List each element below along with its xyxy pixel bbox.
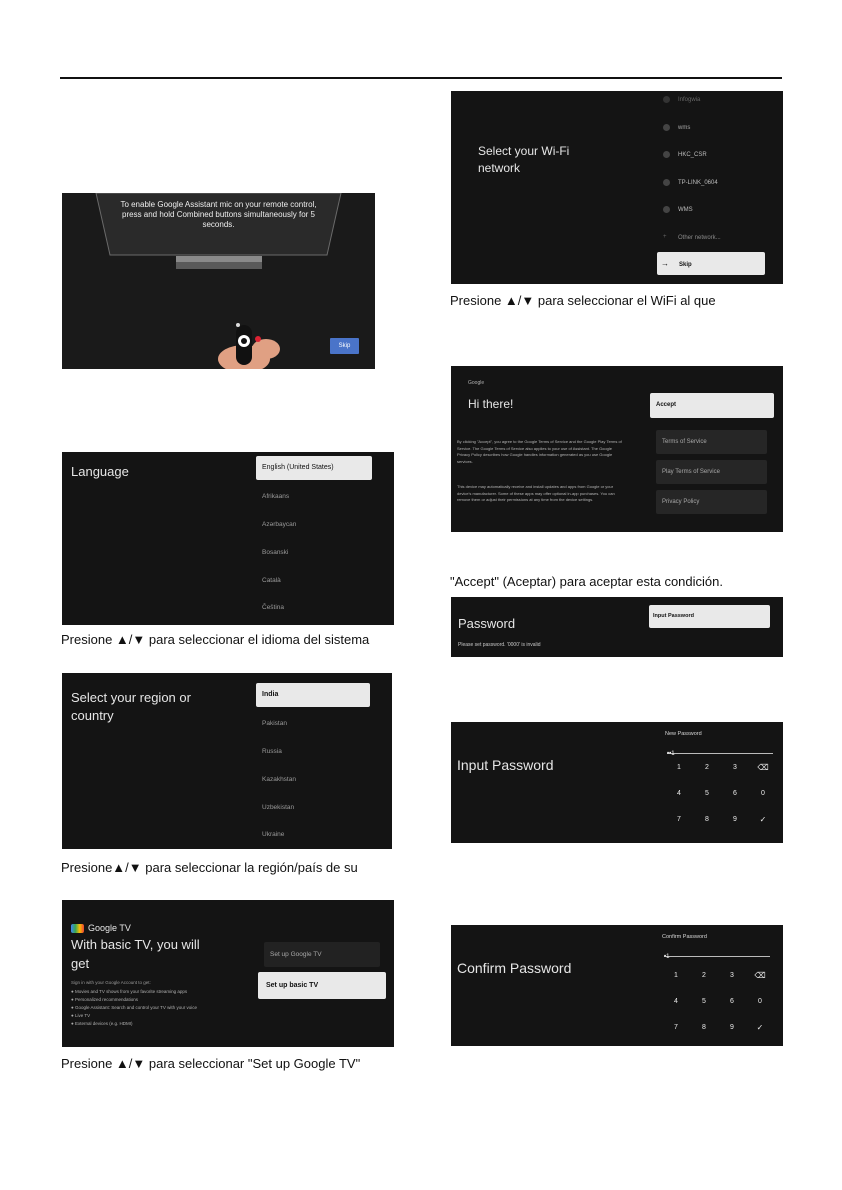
confirm-password-label: Confirm Password [662, 934, 707, 940]
backspace-key-icon[interactable]: ⌫ [757, 763, 769, 772]
language-screen [62, 452, 394, 625]
wifi-network-item[interactable]: WMS [663, 206, 693, 218]
googletv-bullet-list [71, 988, 197, 1028]
keypad-key[interactable]: 8 [705, 816, 709, 823]
password-screen [451, 597, 783, 657]
terms-of-service-option[interactable]: Terms of Service [656, 430, 767, 454]
wifi-caption: Presione ▲/▼ para seleccionar el WiFi al que [450, 293, 716, 308]
add-network-icon: + [663, 234, 667, 240]
keypad-key[interactable]: 2 [702, 972, 706, 979]
terms-screen [451, 366, 783, 532]
region-option[interactable]: India [256, 683, 370, 707]
keypad-key[interactable]: 6 [730, 998, 734, 1005]
remote-hand-graphic [214, 319, 294, 369]
play-terms-option[interactable]: Play Terms of Service [656, 460, 767, 484]
keypad-key[interactable]: 3 [733, 764, 737, 771]
new-password-value: ••1 [667, 751, 675, 757]
keypad-key[interactable]: 1 [677, 764, 681, 771]
keypad-key[interactable]: 8 [702, 1024, 706, 1031]
password-note: Please set password. '0000' is invalid [458, 642, 541, 648]
wifi-skip-button[interactable]: → Skip [657, 252, 765, 275]
keypad-key[interactable]: 7 [674, 1024, 678, 1031]
keypad-key[interactable]: 0 [758, 998, 762, 1005]
wifi-icon [663, 124, 670, 131]
accept-button[interactable]: Accept [650, 393, 774, 418]
confirm-password-screen [451, 925, 783, 1046]
wifi-network-item[interactable]: wms [663, 124, 690, 136]
confirm-check-icon[interactable]: ✓ [759, 815, 767, 824]
googletv-screen [62, 900, 394, 1047]
googletv-bullet: ● External devices (e.g. HDMI) [71, 1021, 133, 1026]
googletv-intro: Sign in with your Google Account to get: [71, 980, 151, 985]
terms-brand: Google [468, 380, 485, 386]
wifi-icon [663, 179, 670, 186]
setup-googletv-option[interactable]: Set up Google TV [264, 942, 380, 967]
arrow-right-icon: → [661, 259, 669, 268]
language-title: Language [71, 464, 129, 479]
keypad-key[interactable]: 5 [705, 790, 709, 797]
terms-paragraph: By clicking "Accept", you agree to the Google Terms of Service and the Google Play Terms of Service. The Google Terms of Service also applies to your use of Assistant. The Google Privacy Policy describes how Google handles information generated as you use Google services. [457, 439, 622, 464]
googletv-bullet: ● Movies and TV shows from your favorite streaming apps [71, 989, 188, 994]
terms-title: Hi there! [468, 397, 514, 411]
region-title-line1: Select your region or [71, 690, 191, 705]
keypad-key[interactable]: 7 [677, 816, 681, 823]
region-title-line2: country [71, 708, 114, 723]
keypad-key[interactable]: 5 [702, 998, 706, 1005]
region-option[interactable]: Uzbekistan [262, 804, 295, 811]
confirm-keypad [662, 972, 774, 1042]
language-option[interactable]: Català [262, 577, 281, 584]
keypad-key[interactable]: 4 [677, 790, 681, 797]
wifi-screen [451, 91, 783, 284]
terms-paragraph: This device may automatically receive and install updates and apps from Google or your device's manufacturer. Some of these apps may offer optional in-app purchases. You can remove them or adjust their permissions at any time from the device settings. [457, 484, 615, 502]
confirm-password-title: Confirm Password [457, 960, 572, 976]
language-caption: Presione ▲/▼ para seleccionar el idioma del sistema [61, 632, 370, 647]
region-screen [62, 673, 392, 849]
region-caption: Presione▲/▼ para seleccionar la región/país de su [61, 860, 358, 875]
googletv-title-line2: get [71, 956, 90, 971]
header-rule [60, 77, 782, 79]
wifi-network-item[interactable]: TP-LINK_0604 [663, 179, 718, 191]
googletv-caption: Presione ▲/▼ para seleccionar "Set up Google TV" [61, 1056, 361, 1071]
language-option[interactable]: Azərbaycan [262, 521, 297, 528]
language-option[interactable]: Bosanski [262, 549, 289, 556]
input-password-screen [451, 722, 783, 843]
google-tv-logo-icon [71, 924, 84, 933]
region-option[interactable]: Pakistan [262, 720, 287, 727]
keypad-key[interactable]: 9 [730, 1024, 734, 1031]
input-keypad [665, 764, 777, 834]
confirm-check-icon[interactable]: ✓ [756, 1023, 764, 1032]
keypad-key[interactable]: 3 [730, 972, 734, 979]
language-option[interactable]: Čeština [262, 604, 285, 611]
keypad-key[interactable]: 0 [761, 790, 765, 797]
keypad-key[interactable]: 4 [674, 998, 678, 1005]
language-option[interactable]: English (United States) [256, 456, 372, 480]
wifi-title-line2: network [478, 161, 521, 175]
confirm-password-field[interactable] [664, 945, 770, 960]
googletv-bullet: ● Google Assistant: Search and control your TV with your voice [71, 1005, 197, 1010]
new-password-field[interactable] [667, 742, 773, 757]
confirm-password-value: •1 [664, 954, 670, 960]
privacy-policy-option[interactable]: Privacy Policy [656, 490, 767, 514]
keypad-key[interactable]: 9 [733, 816, 737, 823]
keypad-key[interactable]: 6 [733, 790, 737, 797]
region-option[interactable]: Ukraine [262, 831, 285, 838]
wifi-icon [663, 206, 670, 213]
assistant-screen [62, 193, 375, 369]
region-option[interactable]: Kazakhstan [262, 776, 296, 783]
wifi-icon [663, 96, 670, 103]
assistant-message: To enable Google Assistant mic on your remote control, press and hold Combined buttons simultaneously for 5 seconds. [120, 200, 317, 229]
backspace-key-icon[interactable]: ⌫ [754, 971, 766, 980]
input-password-button[interactable]: Input Password [649, 605, 770, 628]
keypad-key[interactable]: 2 [705, 764, 709, 771]
setup-basictv-option[interactable]: Set up basic TV [258, 972, 386, 999]
terms-caption: "Accept" (Aceptar) para aceptar esta condición. [450, 574, 723, 589]
wifi-icon [663, 151, 670, 158]
googletv-bullet: ● Live TV [71, 1013, 91, 1018]
googletv-title-line1: With basic TV, you will [71, 937, 200, 952]
wifi-network-item[interactable]: HKC_CSR [663, 151, 707, 163]
keypad-key[interactable]: 1 [674, 972, 678, 979]
input-password-title: Input Password [457, 757, 554, 773]
wifi-title-line1: Select your Wi-Fi [478, 144, 570, 158]
googletv-brand: Google TV [88, 923, 131, 933]
region-option[interactable]: Russia [262, 748, 282, 755]
password-title: Password [458, 616, 516, 631]
new-password-label: New Password [665, 731, 702, 737]
wifi-network-item[interactable]: + Other network... [663, 234, 721, 242]
googletv-bullet: ● Personalized recommendations [71, 997, 139, 1002]
language-option[interactable]: Afrikaans [262, 493, 290, 500]
wifi-network-item[interactable]: Infogwia [663, 96, 700, 108]
assistant-skip-button[interactable]: Skip [330, 338, 359, 354]
